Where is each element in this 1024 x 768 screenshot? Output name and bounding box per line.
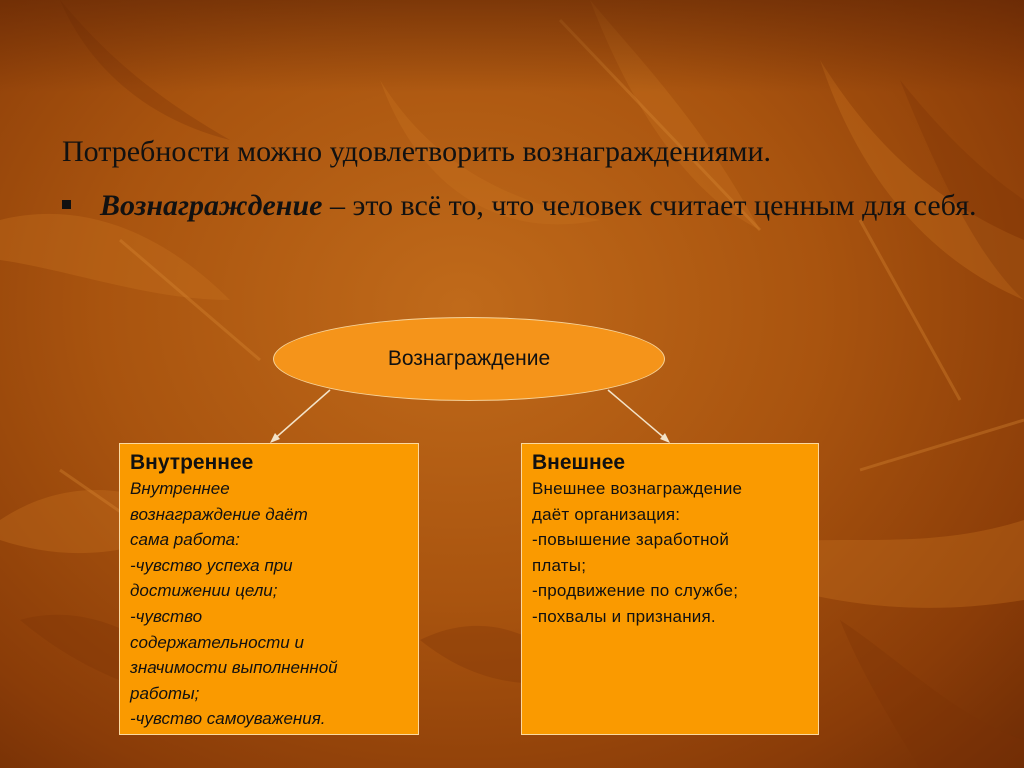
intrinsic-line: -чувство — [130, 606, 203, 626]
bullet-square-icon — [62, 200, 71, 209]
bullet-term: Вознаграждение — [100, 189, 323, 222]
intrinsic-line: содержательности и — [130, 632, 304, 652]
intrinsic-heading: Внутреннее — [130, 451, 254, 474]
intrinsic-line: -чувство успеха при — [130, 555, 293, 575]
diagram-root-node — [273, 317, 665, 401]
intrinsic-line: вознаграждение даёт — [130, 504, 308, 524]
connector-left — [272, 390, 330, 441]
extrinsic-reward-box — [521, 443, 819, 735]
intrinsic-line: достижении цели; — [130, 581, 278, 601]
root-node-label: Вознаграждение — [387, 347, 551, 370]
extrinsic-line: платы; — [532, 555, 587, 575]
extrinsic-line: Внешнее вознаграждение — [532, 479, 743, 498]
intrinsic-line: -чувство самоуважения. — [130, 709, 326, 729]
bullet-definition: – это всё то, что человек считает ценным для себя. — [322, 189, 977, 222]
intrinsic-line: Внутреннее — [130, 479, 230, 498]
intrinsic-reward-box — [119, 443, 419, 735]
extrinsic-line: -похвалы и признания. — [532, 606, 716, 626]
intrinsic-line: сама работа: — [130, 530, 240, 550]
intrinsic-line: значимости выполненной — [130, 658, 338, 678]
extrinsic-line: -продвижение по службе; — [532, 581, 739, 601]
arrowhead-right-icon — [660, 433, 670, 443]
connector-right — [608, 390, 668, 441]
arrowhead-left-icon — [270, 433, 280, 443]
extrinsic-heading: Внешнее — [532, 451, 626, 474]
intrinsic-line: работы; — [130, 683, 200, 703]
bullet-text — [100, 186, 980, 226]
extrinsic-line: -повышение заработной — [532, 530, 730, 550]
slide-title: Потребности можно удовлетворить вознаграждениями. — [62, 135, 772, 168]
extrinsic-line: даёт организация: — [532, 504, 681, 524]
